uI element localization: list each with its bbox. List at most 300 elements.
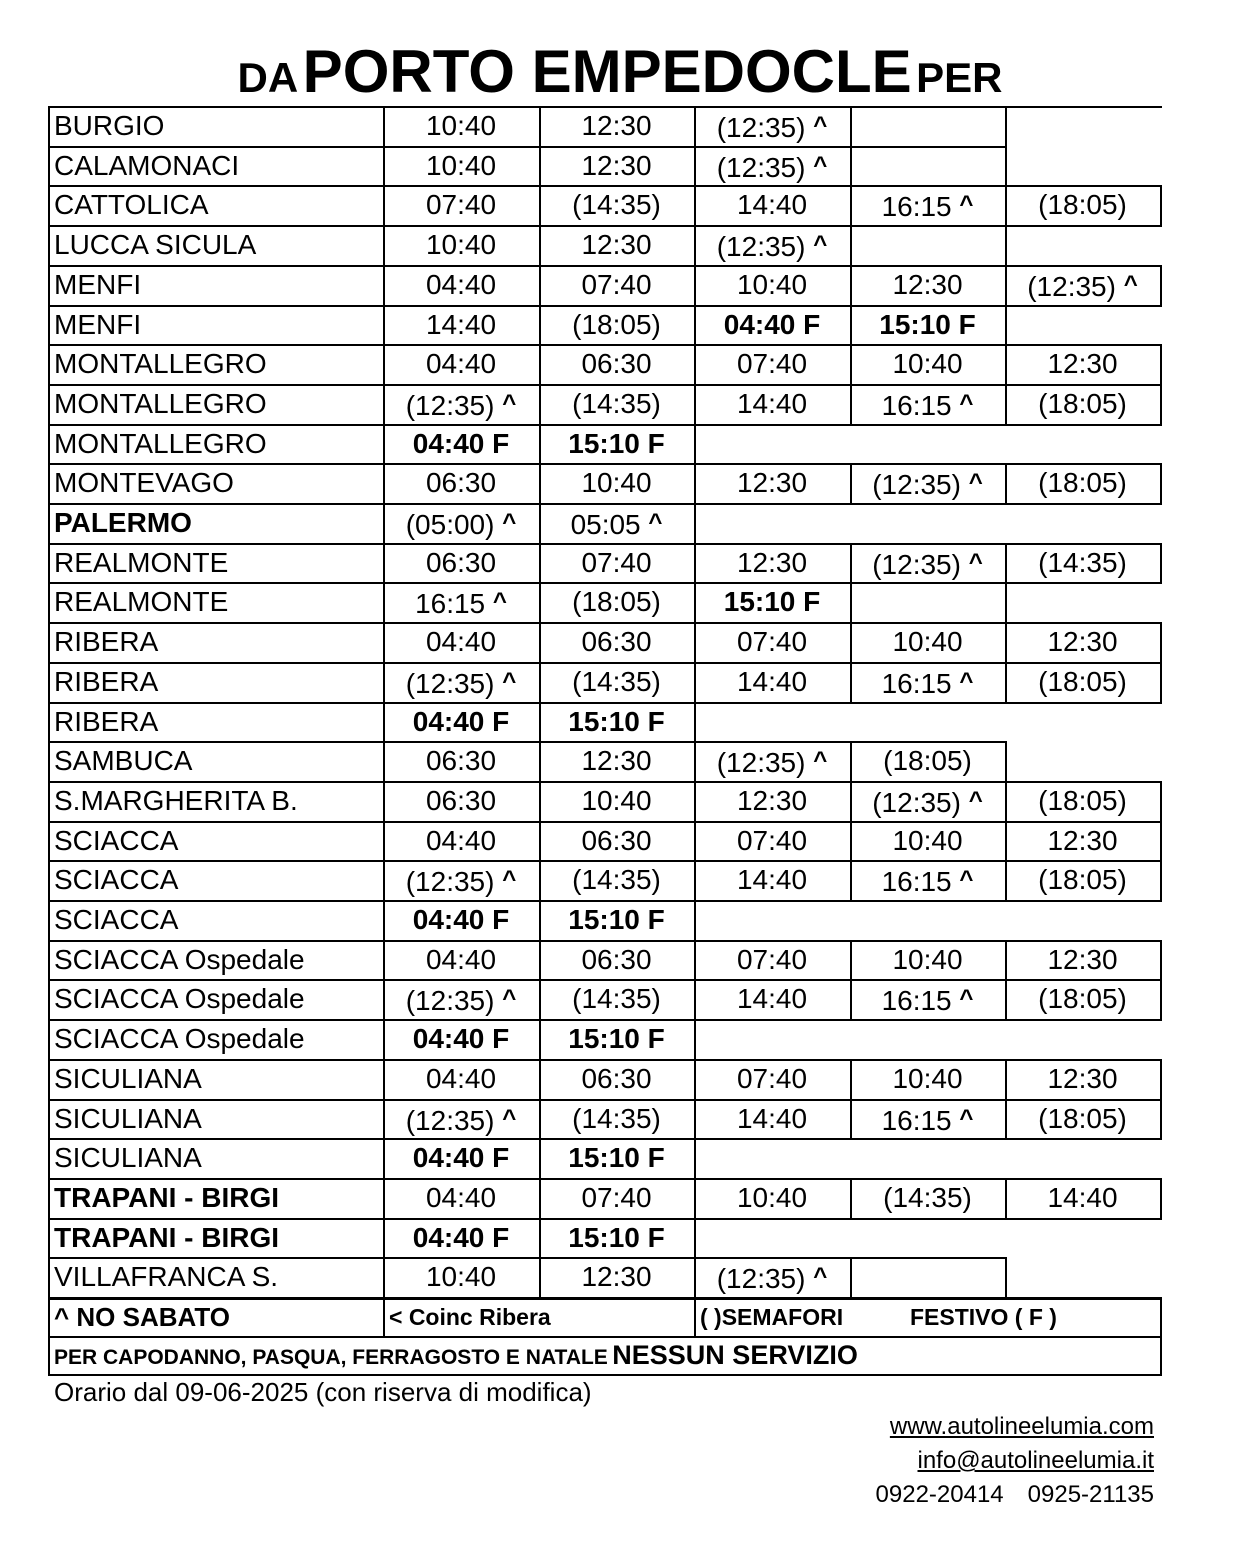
destination-name: LUCCA SICULA xyxy=(54,229,257,261)
grid-line-horizontal xyxy=(48,543,1162,545)
grid-line-vertical xyxy=(850,821,852,862)
departure-time: 07:40 xyxy=(736,1062,808,1094)
departure-time: (14:35) xyxy=(572,387,661,419)
departure-time: 16:15 ^ xyxy=(415,588,507,620)
no-saturday-mark: ^ xyxy=(959,866,974,894)
grid-line-vertical xyxy=(694,662,696,703)
timetable-row xyxy=(48,860,1160,900)
grid-line-vertical xyxy=(48,1297,50,1298)
departure-time: (12:35) ^ xyxy=(716,231,828,263)
grid-line-vertical xyxy=(48,185,50,226)
grid-line-vertical xyxy=(850,1059,852,1100)
no-saturday-mark: ^ xyxy=(502,389,517,417)
grid-line-vertical xyxy=(383,702,385,743)
grid-line-horizontal xyxy=(48,979,1162,981)
grid-line-vertical xyxy=(850,543,852,584)
grid-line-horizontal xyxy=(48,1178,1162,1180)
grid-line-vertical xyxy=(694,900,696,941)
departure-time: 14:40 xyxy=(736,387,808,419)
departure-time: (14:35) xyxy=(572,189,661,221)
departure-time: (18:05) xyxy=(1038,189,1127,221)
departure-time: 04:40 F xyxy=(412,705,510,737)
departure-time: (14:35) xyxy=(572,1102,661,1134)
departure-time xyxy=(1005,305,1160,345)
legend-coincidence: < Coinc Ribera xyxy=(389,1304,551,1330)
departure-time xyxy=(1005,146,1160,186)
no-saturday-mark: ^ xyxy=(959,667,974,695)
departure-time xyxy=(850,146,1005,186)
departure-time: 07:40 xyxy=(581,268,652,300)
grid-line-vertical xyxy=(1005,384,1007,425)
grid-line-vertical xyxy=(48,1059,50,1100)
grid-line-horizontal xyxy=(48,821,1162,823)
destination-name: SCIACCA xyxy=(54,824,179,856)
title-origin: PORTO EMPEDOCLE xyxy=(302,38,912,105)
grid-line-vertical xyxy=(383,582,385,623)
departure-time: 06:30 xyxy=(425,467,497,499)
timetable-row xyxy=(48,662,1160,702)
no-saturday-mark: ^ xyxy=(959,1104,974,1132)
grid-line-horizontal xyxy=(48,1138,1162,1140)
grid-line-vertical xyxy=(539,344,541,385)
grid-line-vertical xyxy=(1005,1178,1007,1219)
departure-time: 12:30 xyxy=(581,149,652,181)
no-saturday-mark: ^ xyxy=(813,231,828,259)
departure-time: 07:40 xyxy=(736,348,808,380)
departure-time: 07:40 xyxy=(736,626,808,658)
contacts xyxy=(876,1410,1154,1512)
departure-time: (12:35) ^ xyxy=(716,151,828,183)
destination-name: SCIACCA Ospedale xyxy=(54,1023,305,1055)
departure-time: (14:35) xyxy=(1038,546,1127,578)
departure-time: (12:35) ^ xyxy=(872,786,983,818)
grid-line-vertical xyxy=(383,662,385,703)
departure-time: 12:30 xyxy=(581,1261,652,1293)
grid-line-vertical xyxy=(383,424,385,465)
departure-time xyxy=(1005,1138,1160,1178)
website-link[interactable]: www.autolineelumia.com xyxy=(889,1413,1154,1440)
timetable-row xyxy=(48,582,1160,622)
departure-time xyxy=(694,1138,850,1178)
grid-line-vertical xyxy=(694,384,696,425)
timetable-row xyxy=(48,146,1160,186)
destination-name: TRAPANI - BIRGI xyxy=(54,1221,280,1253)
departure-time: 15:10 F xyxy=(568,1221,665,1253)
grid-line-vertical xyxy=(539,543,541,584)
grid-line-vertical xyxy=(1160,344,1162,385)
grid-line-vertical xyxy=(850,860,852,901)
timetable-row xyxy=(48,225,1160,265)
departure-time: 04:40 xyxy=(425,943,497,975)
destination-name: BURGIO xyxy=(54,110,165,141)
departure-time: (18:05) xyxy=(1038,467,1127,499)
grid-line-vertical xyxy=(694,781,696,822)
grid-line-vertical xyxy=(539,1138,541,1179)
departure-time xyxy=(850,1019,1005,1059)
destination-name: SCIACCA xyxy=(54,864,179,896)
grid-line-horizontal xyxy=(48,860,1162,862)
destination-name: TRAPANI - BIRGI xyxy=(54,1181,280,1213)
grid-line-vertical xyxy=(48,1178,50,1219)
departure-time: 14:40 xyxy=(736,1102,808,1134)
grid-line-vertical xyxy=(1160,979,1162,1020)
departure-time: 15:10 F xyxy=(568,705,665,737)
departure-time: 07:40 xyxy=(425,189,497,221)
grid-line-vertical xyxy=(383,940,385,981)
timetable-row xyxy=(48,463,1160,503)
destination-name: MENFI xyxy=(54,308,142,340)
grid-line-vertical xyxy=(48,1298,50,1374)
destination-name: REALMONTE xyxy=(54,586,229,618)
timetable-row xyxy=(48,979,1160,1019)
grid-line-vertical xyxy=(48,265,50,306)
departure-time: 12:30 xyxy=(1047,1062,1118,1094)
grid-line-vertical xyxy=(383,344,385,385)
no-saturday-mark: ^ xyxy=(1123,270,1138,298)
grid-line-vertical xyxy=(1005,344,1007,385)
grid-line-vertical xyxy=(383,1019,385,1060)
grid-line-vertical xyxy=(1005,741,1007,782)
grid-line-vertical xyxy=(48,305,50,346)
departure-time: 07:40 xyxy=(736,943,808,975)
grid-line-vertical xyxy=(850,1178,852,1219)
departure-time: (12:35) ^ xyxy=(716,1263,828,1295)
grid-line-vertical xyxy=(48,463,50,504)
timetable-row xyxy=(48,821,1160,861)
departure-time: 12:30 xyxy=(1047,626,1118,658)
departure-time: 12:30 xyxy=(892,268,963,300)
destination-name: VILLAFRANCA S. xyxy=(54,1261,279,1293)
departure-time xyxy=(1005,741,1160,781)
grid-line-vertical xyxy=(850,781,852,822)
grid-line-vertical xyxy=(694,582,696,623)
grid-line-horizontal xyxy=(48,1336,1162,1338)
grid-line-vertical xyxy=(1160,463,1162,504)
grid-line-vertical xyxy=(694,1059,696,1100)
destination-name: REALMONTE xyxy=(54,546,229,578)
departure-time xyxy=(1005,225,1160,265)
timetable-row xyxy=(48,305,1160,345)
grid-line-vertical xyxy=(1005,940,1007,981)
grid-line-vertical xyxy=(1160,1099,1162,1140)
grid-line-vertical xyxy=(383,1059,385,1100)
departure-time xyxy=(850,424,1005,464)
grid-line-vertical xyxy=(694,185,696,226)
departure-time: 15:10 F xyxy=(568,427,665,459)
departure-time: 10:40 xyxy=(892,943,963,975)
no-saturday-mark: ^ xyxy=(959,191,974,219)
grid-line-horizontal xyxy=(48,503,1162,505)
no-saturday-mark: ^ xyxy=(813,747,828,775)
grid-line-vertical xyxy=(539,900,541,941)
grid-line-vertical xyxy=(539,1019,541,1060)
destination-name: SICULIANA xyxy=(54,1142,202,1174)
grid-line-vertical xyxy=(1005,146,1007,187)
departure-time: 14:40 xyxy=(736,189,808,221)
departure-time: 10:40 xyxy=(892,1062,963,1094)
phone-2: 0925-21135 xyxy=(1027,1481,1154,1508)
grid-line-vertical xyxy=(694,146,696,187)
grid-line-horizontal xyxy=(48,1059,1162,1061)
timetable-row xyxy=(48,265,1160,305)
departure-time: 04:40 xyxy=(425,1062,497,1094)
no-saturday-mark: ^ xyxy=(502,866,517,894)
departure-time xyxy=(694,424,850,464)
notice-no-service: NESSUN SERVIZIO xyxy=(612,1340,858,1370)
grid-line-vertical xyxy=(850,582,852,623)
departure-time xyxy=(850,503,1005,543)
departure-time: 15:10 F xyxy=(879,308,976,340)
grid-line-vertical xyxy=(1005,662,1007,703)
departure-time xyxy=(694,702,850,742)
departure-time: 12:30 xyxy=(581,110,652,141)
departure-time: 06:30 xyxy=(581,348,652,380)
grid-line-vertical xyxy=(694,543,696,584)
departure-time xyxy=(1005,503,1160,543)
grid-line-vertical xyxy=(48,225,50,266)
grid-line-vertical xyxy=(694,979,696,1020)
grid-line-vertical xyxy=(48,702,50,743)
no-saturday-mark: ^ xyxy=(502,667,517,695)
grid-line-vertical xyxy=(48,860,50,901)
departure-time xyxy=(1005,702,1160,742)
grid-line-horizontal xyxy=(48,344,1162,346)
grid-line-vertical xyxy=(1160,662,1162,703)
grid-line-vertical xyxy=(694,225,696,266)
grid-line-vertical xyxy=(694,860,696,901)
departure-time: 06:30 xyxy=(425,546,497,578)
timetable-row xyxy=(48,781,1160,821)
grid-line-vertical xyxy=(383,781,385,822)
grid-line-vertical xyxy=(1005,225,1007,266)
timetable-row xyxy=(48,940,1160,980)
departure-time: 14:40 xyxy=(1047,1181,1118,1213)
departure-time xyxy=(1005,424,1160,464)
grid-line-vertical xyxy=(539,185,541,226)
departure-time: 07:40 xyxy=(581,1181,652,1213)
timetable-row xyxy=(48,1257,1160,1297)
departure-time: 10:40 xyxy=(892,626,963,658)
email-link[interactable]: info@autolineelumia.it xyxy=(917,1447,1154,1474)
departure-time: 12:30 xyxy=(736,467,808,499)
grid-line-horizontal xyxy=(48,185,1162,187)
departure-time xyxy=(1005,1257,1160,1297)
departure-time: 06:30 xyxy=(581,943,652,975)
departure-time: 12:30 xyxy=(581,745,652,777)
grid-line-vertical xyxy=(48,821,50,862)
timetable-row xyxy=(48,622,1160,662)
grid-line-vertical xyxy=(1005,979,1007,1020)
departure-time: (18:05) xyxy=(1038,864,1127,896)
grid-line-horizontal xyxy=(48,622,1162,624)
grid-line-vertical xyxy=(383,741,385,782)
departure-time: (14:35) xyxy=(572,983,661,1015)
grid-line-vertical xyxy=(850,1257,852,1298)
grid-line-vertical xyxy=(694,1178,696,1219)
grid-line-vertical xyxy=(694,622,696,663)
timetable-row xyxy=(48,543,1160,583)
departure-time: (14:35) xyxy=(883,1181,972,1213)
grid-line-vertical xyxy=(694,1298,696,1336)
grid-line-vertical xyxy=(539,463,541,504)
grid-line-vertical xyxy=(850,741,852,782)
no-saturday-mark: ^ xyxy=(502,509,517,536)
departure-time: 04:40 F xyxy=(412,1142,510,1174)
departure-time: 15:10 F xyxy=(568,904,665,935)
no-saturday-mark: ^ xyxy=(813,151,828,179)
grid-line-vertical xyxy=(383,1099,385,1140)
grid-line-vertical xyxy=(48,1257,50,1298)
grid-line-vertical xyxy=(694,1138,696,1179)
grid-line-vertical xyxy=(694,424,696,465)
departure-time: 10:40 xyxy=(425,229,497,261)
departure-time xyxy=(1005,582,1160,622)
departure-time: 10:40 xyxy=(581,467,652,499)
departure-time: 14:40 xyxy=(736,665,808,697)
departure-time: (12:35) ^ xyxy=(405,1104,517,1136)
departure-time: 04:40 xyxy=(425,348,497,380)
grid-line-horizontal xyxy=(48,1257,1007,1259)
grid-line-vertical xyxy=(539,424,541,465)
grid-line-vertical xyxy=(850,106,852,147)
departure-time: 14:40 xyxy=(736,864,808,896)
grid-line-vertical xyxy=(850,940,852,981)
departure-time xyxy=(694,1019,850,1059)
departure-time: (12:35) ^ xyxy=(872,469,983,501)
departure-time: 06:30 xyxy=(425,745,497,777)
departure-time: (18:05) xyxy=(572,308,661,340)
grid-line-vertical xyxy=(383,106,385,147)
grid-line-horizontal xyxy=(48,1218,1162,1220)
departure-time: 12:30 xyxy=(1047,348,1118,380)
timetable-row xyxy=(48,503,1160,543)
grid-line-horizontal xyxy=(48,265,1162,267)
grid-line-vertical xyxy=(48,503,50,544)
grid-line-vertical xyxy=(48,622,50,663)
destination-name: MONTALLEGRO xyxy=(54,427,267,459)
grid-line-vertical xyxy=(1005,1059,1007,1100)
grid-line-vertical xyxy=(48,582,50,623)
departure-time: (18:05) xyxy=(572,586,661,618)
timetable-row xyxy=(48,344,1160,384)
grid-line-horizontal xyxy=(48,384,1162,386)
departure-time xyxy=(1005,1218,1160,1258)
departure-time: 16:15 ^ xyxy=(881,191,974,223)
departure-time: 10:40 xyxy=(425,110,497,141)
title-prefix: DA xyxy=(237,54,299,101)
departure-time: 06:30 xyxy=(425,784,497,816)
timetable-row xyxy=(48,702,1160,742)
grid-line-vertical xyxy=(539,622,541,663)
grid-line-vertical xyxy=(694,305,696,346)
destination-name: RIBERA xyxy=(54,665,159,697)
timetable-row xyxy=(48,1218,1160,1258)
timetable-row xyxy=(48,1059,1160,1099)
grid-line-horizontal xyxy=(48,225,1162,227)
grid-line-horizontal xyxy=(48,1019,1162,1021)
destination-name: CATTOLICA xyxy=(54,189,209,221)
timetable-row xyxy=(48,1099,1160,1139)
departure-time xyxy=(850,900,1005,940)
no-saturday-mark: ^ xyxy=(813,1263,828,1291)
departure-time: 15:10 F xyxy=(723,586,821,618)
departure-time: 04:40 xyxy=(425,626,497,658)
grid-line-vertical xyxy=(694,265,696,306)
grid-line-vertical xyxy=(48,384,50,425)
destination-name: PALERMO xyxy=(54,507,192,538)
grid-line-horizontal xyxy=(48,305,1162,307)
grid-line-horizontal xyxy=(48,146,1007,148)
grid-line-vertical xyxy=(383,503,385,544)
grid-line-horizontal xyxy=(48,1099,1162,1101)
departure-time: (18:05) xyxy=(1038,784,1127,816)
timetable-row xyxy=(48,1138,1160,1178)
grid-line-horizontal xyxy=(48,662,1162,664)
departure-time: (12:35) ^ xyxy=(872,548,983,580)
grid-line-vertical xyxy=(383,900,385,941)
no-saturday-mark: ^ xyxy=(492,588,507,616)
departure-time xyxy=(850,1138,1005,1178)
departure-time xyxy=(850,106,1005,146)
grid-line-vertical xyxy=(1160,781,1162,822)
departure-time: 10:40 xyxy=(892,348,963,380)
departure-time: 12:30 xyxy=(1047,824,1118,856)
departure-time: 10:40 xyxy=(736,1181,808,1213)
grid-line-vertical xyxy=(48,1138,50,1179)
destination-name: SCIACCA Ospedale xyxy=(54,983,305,1015)
timetable-row xyxy=(48,741,1160,781)
departure-time: 04:40 xyxy=(425,1181,497,1213)
departure-time xyxy=(694,503,850,543)
timetable-row xyxy=(48,185,1160,225)
grid-line-vertical xyxy=(850,662,852,703)
departure-time xyxy=(694,1218,850,1258)
departure-time xyxy=(850,1257,1005,1297)
destination-name: SICULIANA xyxy=(54,1102,202,1134)
departure-time: 10:40 xyxy=(425,1261,497,1293)
departure-time: (14:35) xyxy=(572,864,661,896)
grid-line-vertical xyxy=(48,940,50,981)
grid-line-vertical xyxy=(1160,821,1162,862)
grid-line-vertical xyxy=(48,900,50,941)
grid-line-vertical xyxy=(1160,384,1162,425)
legend-traffic-lights: ( )SEMAFORI xyxy=(700,1304,844,1330)
grid-line-vertical xyxy=(694,463,696,504)
departure-time: 16:15 ^ xyxy=(881,667,974,699)
grid-line-horizontal xyxy=(48,1298,1162,1300)
grid-line-vertical xyxy=(850,225,852,266)
departure-time: (12:35) ^ xyxy=(405,667,517,699)
destination-name: CALAMONACI xyxy=(54,149,240,181)
grid-line-vertical xyxy=(539,662,541,703)
grid-line-horizontal xyxy=(48,940,1162,942)
departure-time: (12:35) ^ xyxy=(1027,270,1138,302)
departure-time: 04:40 xyxy=(425,268,497,300)
departure-time: (12:35) ^ xyxy=(405,985,517,1017)
grid-line-vertical xyxy=(383,860,385,901)
grid-line-vertical xyxy=(48,1019,50,1060)
grid-line-vertical xyxy=(539,106,541,147)
grid-line-vertical xyxy=(1005,463,1007,504)
grid-line-vertical xyxy=(48,1099,50,1140)
grid-line-vertical xyxy=(694,503,696,544)
grid-line-vertical xyxy=(48,106,50,147)
departure-time: 12:30 xyxy=(736,784,808,816)
grid-line-vertical xyxy=(383,1218,385,1259)
grid-line-vertical xyxy=(694,1257,696,1298)
destination-name: SCIACCA Ospedale xyxy=(54,943,305,975)
departure-time: 07:40 xyxy=(581,546,652,578)
